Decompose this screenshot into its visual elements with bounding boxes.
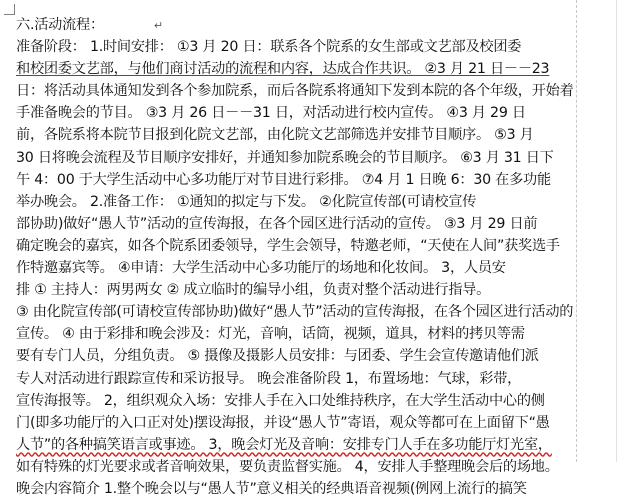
text-line: 午 4：00 于大学生活动中心多功能厅对节目进行彩排。 ⑦4 月 1 日晚 6：30 在多功能 [16, 171, 551, 188]
text-line: 30 日将晚会流程及节目顺序安排好，并通知参加院系晚会的节目顺序。 ⑥3 月 31 日下 [16, 149, 554, 166]
text-line: 门(即多功能厅的入口正对处)摆设海报，并设“愚人节”寄语，观众等都可在上面留下“愚 [16, 414, 550, 431]
text-line: 作特邀嘉宾等。 ④申请：大学生活动中心多功能厅的场地和化妆间。 3，人员安 [16, 260, 506, 277]
text-line: 部协助)做好“愚人节”活动的宣传海报，在各个园区进行活动的宣传。 ③3 月 29 日前 [16, 215, 538, 232]
document-body[interactable] [16, 14, 574, 500]
text-line: 前，各院系将本院节目报到化院文艺部，由化院文艺部筛选并安排节目顺序。 ⑤3 月 [16, 127, 534, 144]
text-line: 宣传。 ④ 由于彩排和晚会涉及：灯光，音响，话筒，视频，道具，材料的拷贝等需 [16, 326, 525, 343]
text-line: 人节”的各种搞笑语言或事迹。 3，晚会灯光及音响：安排专门人手在多功能厅灯光室， [16, 436, 552, 453]
text-line: 如有特殊的灯光要求或者音响效果，要负责监督实施。 4，安排人手整理晚会后的场地。 [16, 458, 559, 475]
text-line: 举办晚会。 2.准备工作： ①通知的拟定与下发。 ②化院宣传部(可请校宣传 [16, 193, 477, 210]
text-line: 专人对活动进行跟踪宣传和采访报导。 晚会准备阶段 1，布置场地：气球，彩带， [16, 370, 522, 387]
heading-text: 六.活动流程： [16, 17, 104, 33]
text-line: ③ 由化院宣传部(可请校宣传部协助)做好“愚人节”活动的宣传海报，在各个园区进行活动的 [16, 304, 574, 321]
page-edge-guide [616, 0, 617, 462]
text-line: 要有专门人员，分组负责。 ⑤ 摄像及摄影人员安排：与团委、学生会宣传邀请他们派 [16, 348, 539, 365]
page-margin-marker [4, 4, 15, 15]
text-line: 准备阶段： 1.时间安排： ①3 月 20 日：联系各个院系的女生部或文艺部及校团委 [16, 39, 522, 56]
text-line: 晚会内容简介 1.整个晚会以与“愚人节”意义相关的经典语音视频(例网上流行的搞笑 [16, 480, 527, 497]
paragraph-mark-icon: ↵ [153, 19, 163, 32]
text-line: 和校团委文艺部，与他们商讨活动的流程和内容，达成合作共识。 ②3 月 21 日－－23 [16, 61, 550, 78]
text-line: 手准备晚会的节目。 ③3 月 26 日－－31 日，对活动进行校内宣传。 ④3 月 29 日 [16, 105, 526, 122]
text-line: 宣传海报等。 2，组织观众入场：安排人手在入口处维持秩序，在大学生活动中心的侧 [16, 392, 545, 409]
text-line: 日：将活动具体通知发到各个参加院系，而后各院系将通知下发到本院的各个年级，开始着 [16, 83, 574, 100]
text-boundary-guide [576, 0, 577, 462]
section-heading [16, 14, 574, 36]
text-line: 确定晚会的嘉宾，如各个院系团委领导，学生会领导，特邀老师，“天使在人间”获奖选手 [16, 237, 560, 254]
text-line: 排 ① 主持人：两男两女 ② 成立临时的编导小组，负责对整个活动进行指导。 [16, 282, 491, 299]
